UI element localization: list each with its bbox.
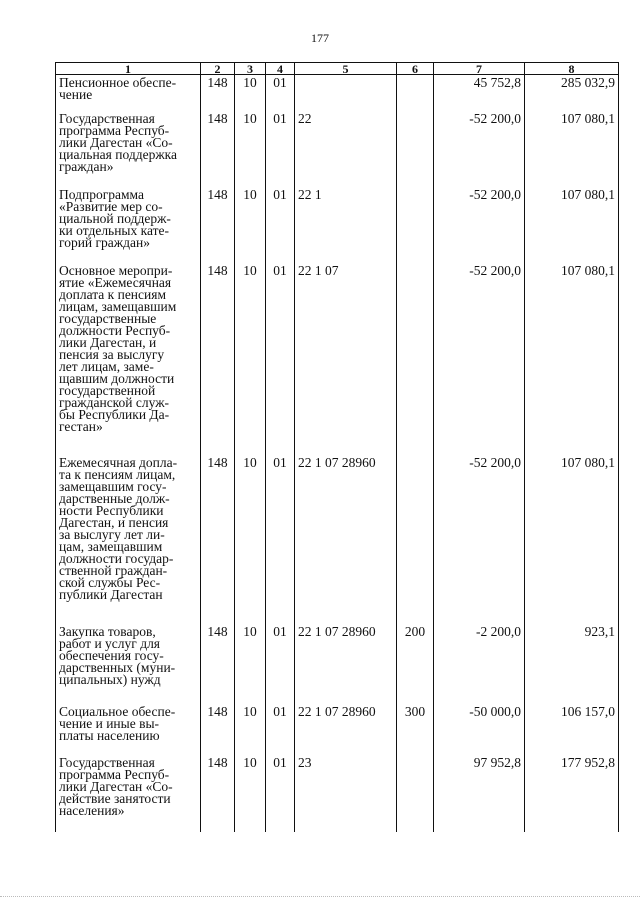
row-code-3: 10 — [235, 455, 266, 624]
table-row — [56, 455, 619, 624]
row-code-2: 148 — [201, 704, 235, 755]
row-amount-8: 923,1 — [525, 624, 619, 704]
table-row — [56, 755, 619, 832]
row-name: Ежемесячная допла- та к пенсиям лицам, замещавшим госу- дарственные долж- ности Республики Дагестан, и пенсия за выслугу лет ли- цам, замещавшим должности государ- ственной граждан- ской службы Рес- публики Дагестан — [56, 455, 201, 624]
column-header-2: 2 — [201, 63, 235, 75]
table-row — [56, 704, 619, 755]
row-amount-7: -2 200,0 — [434, 624, 525, 704]
row-amount-7: 97 952,8 — [434, 755, 525, 832]
row-code-4: 01 — [266, 75, 295, 111]
column-header-4: 4 — [266, 63, 295, 75]
row-code-5: 22 1 07 28960 — [295, 624, 397, 704]
row-code-6: 200 — [397, 624, 434, 704]
row-code-4: 01 — [266, 455, 295, 624]
column-header-8: 8 — [525, 63, 619, 75]
row-code-4: 01 — [266, 111, 295, 187]
row-code-3: 10 — [235, 187, 266, 263]
row-amount-7: -52 200,0 — [434, 263, 525, 455]
row-code-2: 148 — [201, 263, 235, 455]
row-code-3: 10 — [235, 755, 266, 832]
row-code-6 — [397, 455, 434, 624]
budget-table — [55, 62, 619, 832]
row-amount-7: -52 200,0 — [434, 455, 525, 624]
row-code-4: 01 — [266, 755, 295, 832]
row-name: Закупка товаров, работ и услуг для обеспечения госу- дарственных (муни- ципальных) нужд — [56, 624, 201, 704]
row-code-4: 01 — [266, 624, 295, 704]
row-code-2: 148 — [201, 111, 235, 187]
row-code-3: 10 — [235, 624, 266, 704]
row-code-5: 22 1 07 28960 — [295, 455, 397, 624]
table-row — [56, 263, 619, 455]
table-row — [56, 624, 619, 704]
row-code-4: 01 — [266, 187, 295, 263]
row-amount-7: 45 752,8 — [434, 75, 525, 111]
row-code-6 — [397, 755, 434, 832]
row-code-4: 01 — [266, 263, 295, 455]
table-row — [56, 187, 619, 263]
table-row — [56, 111, 619, 187]
row-code-5: 22 1 — [295, 187, 397, 263]
row-amount-8: 177 952,8 — [525, 755, 619, 832]
row-name: Основное меропри- ятие «Ежемесячная доплата к пенсиям лицам, замещавшим государственные должности Респуб- лики Дагестан, и пенсия за выслугу лет лицам, заме- щавшим должности государственной гражданской служ- бы Республики Да- гестан» — [56, 263, 201, 455]
row-amount-8: 107 080,1 — [525, 455, 619, 624]
row-name: Социальное обеспе- чение и иные вы- платы населению — [56, 704, 201, 755]
column-header-7: 7 — [434, 63, 525, 75]
table-body — [56, 75, 619, 832]
column-header-3: 3 — [235, 63, 266, 75]
row-code-6: 300 — [397, 704, 434, 755]
column-header-6: 6 — [397, 63, 434, 75]
table-header-row — [56, 63, 619, 75]
row-name: Подпрограмма «Развитие мер со- циальной поддерж- ки отдельных кате- горий граждан» — [56, 187, 201, 263]
row-amount-7: -50 000,0 — [434, 704, 525, 755]
row-name: Государственная программа Респуб- лики Дагестан «Со- действие занятости населения» — [56, 755, 201, 832]
row-amount-8: 107 080,1 — [525, 187, 619, 263]
row-code-5 — [295, 75, 397, 111]
row-code-2: 148 — [201, 187, 235, 263]
row-code-3: 10 — [235, 75, 266, 111]
row-code-5: 22 1 07 28960 — [295, 704, 397, 755]
row-code-3: 10 — [235, 263, 266, 455]
row-code-2: 148 — [201, 624, 235, 704]
row-code-6 — [397, 111, 434, 187]
row-code-5: 23 — [295, 755, 397, 832]
row-name: Пенсионное обеспе- чение — [56, 75, 201, 111]
row-amount-7: -52 200,0 — [434, 111, 525, 187]
row-code-5: 22 1 07 — [295, 263, 397, 455]
row-code-2: 148 — [201, 75, 235, 111]
row-name: Государственная программа Респуб- лики Дагестан «Со- циальная поддержка граждан» — [56, 111, 201, 187]
row-code-6 — [397, 187, 434, 263]
row-code-5: 22 — [295, 111, 397, 187]
row-code-4: 01 — [266, 704, 295, 755]
row-code-2: 148 — [201, 755, 235, 832]
column-header-5: 5 — [295, 63, 397, 75]
row-amount-8: 106 157,0 — [525, 704, 619, 755]
row-code-3: 10 — [235, 704, 266, 755]
row-code-2: 148 — [201, 455, 235, 624]
row-amount-7: -52 200,0 — [434, 187, 525, 263]
row-code-6 — [397, 263, 434, 455]
bottom-divider — [0, 896, 640, 897]
column-header-1: 1 — [56, 63, 201, 75]
row-code-6 — [397, 75, 434, 111]
row-amount-8: 285 032,9 — [525, 75, 619, 111]
table-row — [56, 75, 619, 111]
row-amount-8: 107 080,1 — [525, 263, 619, 455]
row-code-3: 10 — [235, 111, 266, 187]
row-amount-8: 107 080,1 — [525, 111, 619, 187]
page-number: 177 — [311, 31, 329, 45]
